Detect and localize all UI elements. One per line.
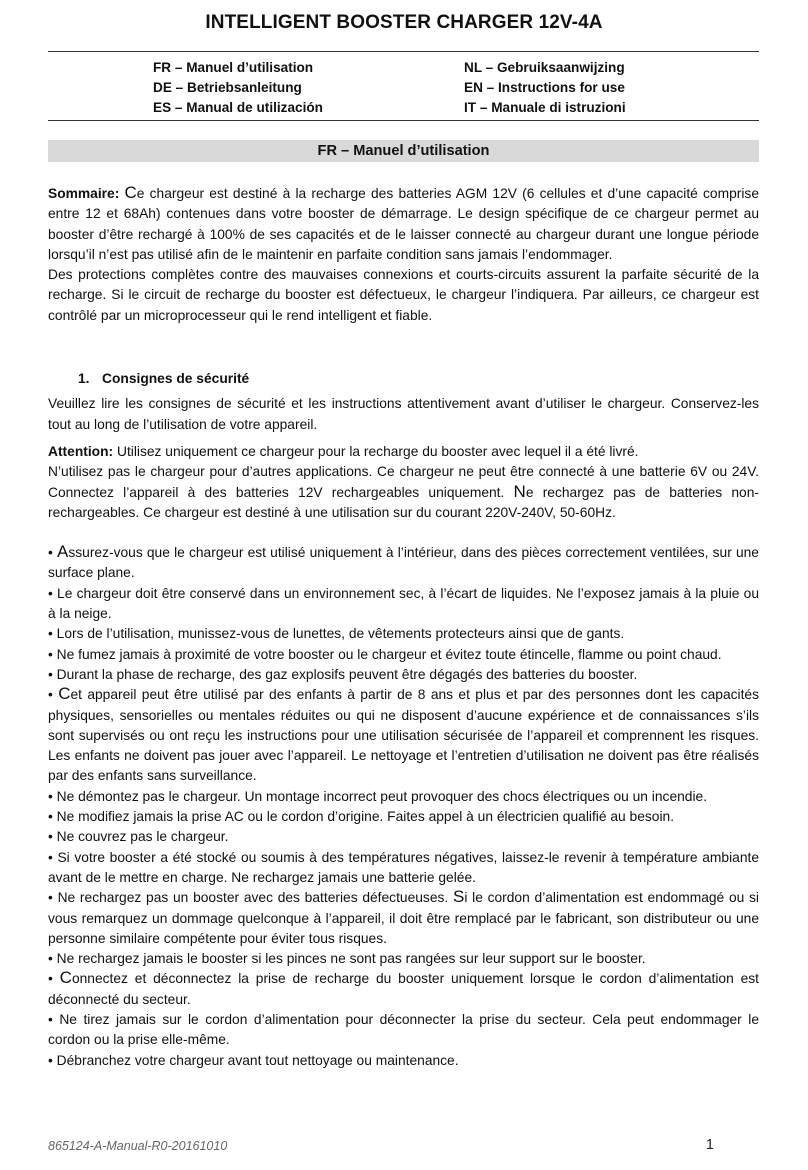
bullet-6-text: et appareil peut être utilisé par des enfants à partir de 8 ans et plus et par des personnes dont les capacités physiques, sensorielles ou mentales réduites ou qui ne disposent d’aucune expérience et de connaissances s’ils sont supervisés ou ont reçu les instructions pour une utilisation sécurisée de l’appareil et comprennent les risques. Les enfants ne doivent pas jouer avec l’appareil. Le nettoyage et l’entretien d’utilisation ne doivent pas être réalisés par des enfants sans surveillance. [48, 687, 759, 784]
attention-text-2: N’utilisez pas le chargeur pour d’autres applications. Ce chargeur ne peut être connecté à une batterie 6V ou 24V. Connectez l’appareil à des batteries 12V rechargeables uniquement. [48, 464, 759, 500]
attention-big-letter: N [513, 481, 526, 501]
bullet-1-prefix: • [48, 545, 57, 561]
bullet-1-big-letter: A [57, 542, 69, 562]
attention-line [48, 442, 759, 462]
safety-intro: Veuillez lire les consignes de sécurité et les instructions attentivement avant d’utiliser le chargeur. Conservez-les tout au long de l’utilisation de votre appareil. [48, 396, 759, 432]
section-heading: FR – Manuel d’utilisation [48, 140, 759, 162]
summary-dropcap: C [124, 183, 137, 202]
bullet-1-text: ssurez-vous que le chargeur est utilisé uniquement à l’intérieur, dans des pièces correctement ventilées, sur une surface plane. [48, 545, 759, 581]
attention-paragraph [48, 462, 759, 523]
summary-paragraph [48, 184, 759, 265]
attention-label: Attention: [48, 443, 114, 459]
lang-es: ES – Manual de utilización [153, 100, 323, 115]
summary-text: e chargeur est destiné à la recharge des batteries AGM 12V (6 cellules et d’une capacité comprise entre 12 et 68Ah) contenues dans votre booster de démarrage. Le design spécifique de ce chargeur permet au booster d’être rechargé à 100% de ses capacités et de le laisser connecté au chargeur durant une longue période lorsqu’il n’est pas utilisé afin de le maintenir en parfaite condition sans jamais l’endommager. [48, 186, 759, 262]
bullet-11 [48, 888, 759, 949]
bullet-15: • Débranchez votre chargeur avant tout nettoyage ou maintenance. [48, 1052, 459, 1068]
bullet-1 [48, 543, 759, 584]
bullet-8: • Ne modifiez jamais la prise AC ou le cordon d’origine. Faites appel à un électricien qualifié au besoin. [48, 809, 675, 825]
bullet-6 [48, 685, 759, 786]
bullet-4: • Ne fumez jamais à proximité de votre booster ou le chargeur et évitez toute étincelle, flamme ou point chaud. [48, 646, 722, 662]
lang-it: IT – Manuale di istruzioni [464, 100, 626, 115]
bullet-13-big-letter: C [59, 968, 72, 988]
attention-text: Utilisez uniquement ce chargeur pour la recharge du booster avec lequel il a été livré. [113, 443, 639, 459]
bullet-11-big-letter: S [452, 887, 465, 907]
summary-paragraph-2: Des protections complètes contre des mauvaises connexions et courts-circuits assurent la parfaite sécurité de la recharge. Si le circuit de recharge du booster est défectueux, le chargeur l’indiquera. Par ailleurs, ce chargeur est contrôlé par un microprocesseur qui le rend intelligent et fiable. [48, 267, 759, 323]
bullet-13 [48, 969, 759, 1010]
bullet-13-text: onnectez et déconnectez la prise de recharge du booster uniquement lorsque le cordon d’alimentation est déconnecté du secteur. [48, 971, 759, 1007]
bullet-2: • Le chargeur doit être conservé dans un environnement sec, à l’écart de liquides. Ne l’exposez jamais à la pluie ou à la neige. [48, 585, 759, 622]
lang-de: DE – Betriebsanleitung [153, 80, 302, 95]
bullet-11-rest: i le cordon d’alimentation est endommagé ou si vous remarquez un dommage quelconque à l’appareil, il doit être remplacé par le fabricant, son distributeur ou une personne similaire compétente pour éviter tous risques. [48, 890, 759, 946]
bullet-11-text: • Ne rechargez pas un booster avec des batteries défectueuses. [48, 890, 453, 906]
summary-label: Sommaire: [48, 186, 120, 201]
top-rule [48, 51, 759, 52]
safety-heading-text: Consignes de sécurité [102, 371, 250, 387]
lang-nl: NL – Gebruiksaanwijzing [464, 60, 625, 75]
bullet-5: • Durant la phase de recharge, des gaz explosifs peuvent être dégagés des batteries du booster. [48, 666, 638, 682]
lang-fr: FR – Manuel d’utilisation [153, 60, 314, 75]
bottom-rule [48, 120, 759, 121]
language-index [153, 58, 673, 118]
bullet-14: • Ne tirez jamais sur le cordon d’alimentation pour déconnecter la prise du secteur. Cela peut endommager le cordon ou la prise elle-même. [48, 1011, 759, 1048]
bullet-3: • Lors de l’utilisation, munissez-vous de lunettes, de vêtements protecteurs ainsi que de gants. [48, 626, 625, 642]
manual-body [48, 184, 759, 1071]
bullet-6-prefix: • [48, 687, 59, 703]
page-number: 1 [705, 1137, 714, 1153]
bullet-12: • Ne rechargez jamais le booster si les pinces ne sont pas rangées sur leur support sur le booster. [48, 951, 646, 967]
safety-number: 1. [78, 371, 90, 387]
document-reference: 865124-A-Manual-R0-20161010 [48, 1139, 228, 1153]
attention-text-3: e rechargez pas de batteries non-rechargeables. Ce chargeur est destiné à une utilisation sur du courant 220V-240V, 50-60Hz. [48, 484, 759, 520]
bullet-9: • Ne couvrez pas le chargeur. [48, 829, 229, 845]
bullet-7: • Ne démontez pas le chargeur. Un montage incorrect peut provoquer des chocs électriques ou un incendie. [48, 788, 708, 804]
safety-heading [48, 369, 759, 389]
bullet-13-prefix: • [48, 971, 60, 987]
document-title: INTELLIGENT BOOSTER CHARGER 12V-4A [205, 12, 603, 33]
bullet-10: • Si votre booster a été stocké ou soumis à des températures négatives, laissez-le revenir à température ambiante avant de le mettre en charge. Ne rechargez jamais une batterie gelée. [48, 849, 759, 885]
bullet-6-big-letter: C [58, 684, 71, 704]
lang-en: EN – Instructions for use [464, 80, 625, 95]
